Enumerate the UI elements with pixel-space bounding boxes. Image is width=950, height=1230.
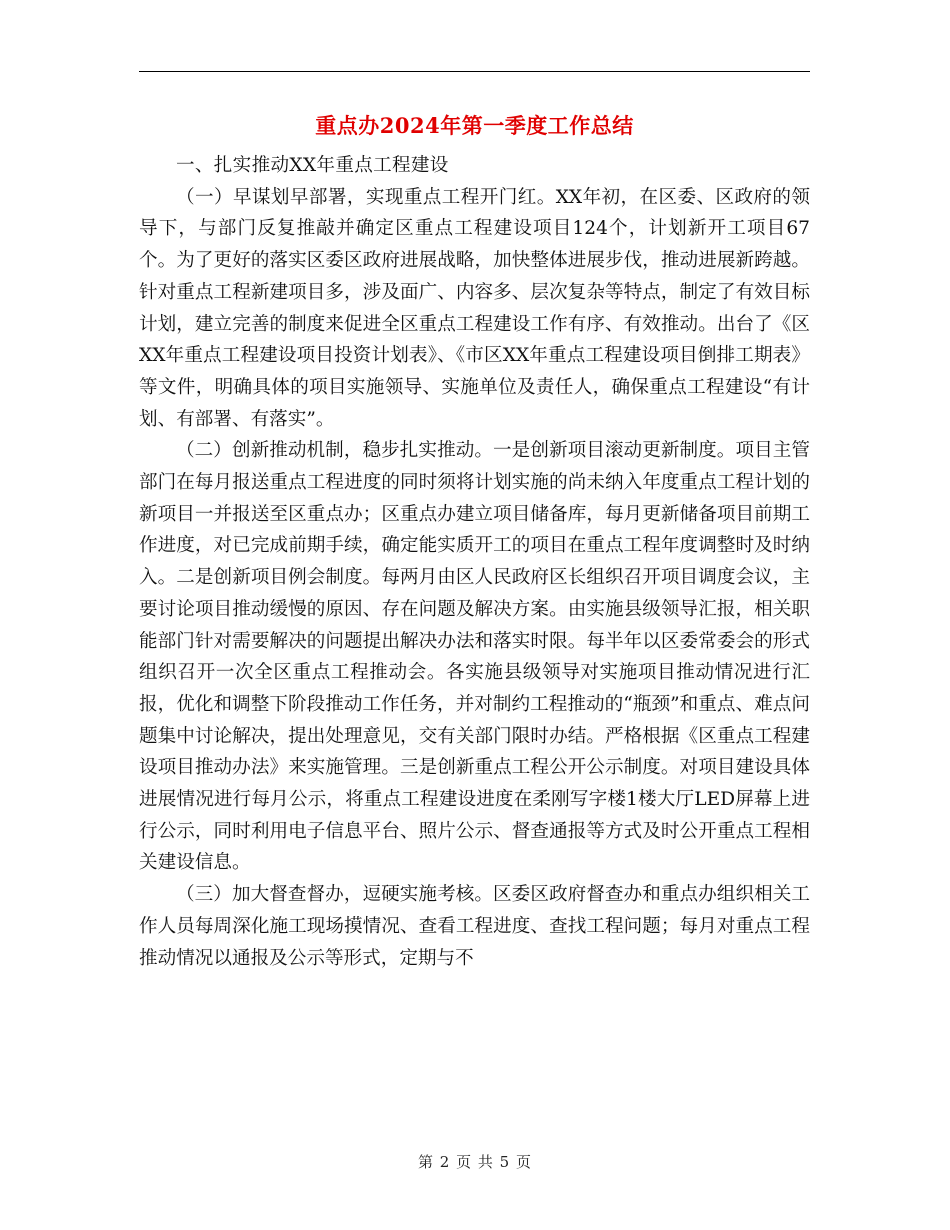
document-title: 重点办2024年第一季度工作总结 (315, 113, 634, 138)
section-heading: 一、扎实推动XX年重点工程建设 (176, 155, 449, 176)
header-rule (139, 71, 810, 72)
document-body (139, 150, 810, 974)
paragraph-3: （三）加大督查督办，逗硬实施考核。区委区政府督查办和重点办组织相关工作人员每周深化施工现场摸情况、查看工程进度、查找工程问题；每月对重点工程推动情况以通报及公示等形式，定期与不 (139, 884, 810, 969)
paragraph-1: （一）早谋划早部署，实现重点工程开门红。XX年初，在区委、区政府的领导下，与部门反复推敲并确定区重点工程建设项目124个，计划新开工项目67个。为了更好的落实区委区政府进展战略，加快整体进展步伐，推动进展新跨越。针对重点工程新建项目多，涉及面广、内容多、层次复杂等特点，制定了有效目标计划，建立完善的制度来促进全区重点工程建设工作有序、有效推动。出台了《区XX年重点工程建设项目投资计划表》、《市区XX年重点工程建设项目倒排工期表》等文件，明确具体的项目实施领导、实施单位及责任人，确保重点工程建设“有计划、有部署、有落实”。 (139, 186, 810, 430)
paragraph-2: （二）创新推动机制，稳步扎实推动。一是创新项目滚动更新制度。项目主管部门在每月报送重点工程进度的同时须将计划实施的尚未纳入年度重点工程计划的新项目一并报送至区重点办；区重点办建立项目储备库，每月更新储备项目前期工作进度，对已完成前期手续，确定能实质开工的项目在重点工程年度调整时及时纳入。二是创新项目例会制度。每两月由区人民政府区长组织召开项目调度会议，主要讨论项目推动缓慢的原因、存在问题及解决方案。由实施县级领导汇报，相关职能部门针对需要解决的问题提出解决办法和落实时限。每半年以区委常委会的形式组织召开一次全区重点工程推动会。各实施县级领导对实施项目推动情况进行汇报，优化和调整下阶段推动工作任务，并对制约工程推动的“瓶颈”和重点、难点问题集中讨论解决，提出处理意见，交有关部门限时办结。严格根据《区重点工程建设项目推动办法》来实施管理。三是创新重点工程公开公示制度。对项目建设具体进展情况进行每月公示，将重点工程建设进度在柔刚写字楼1楼大厅LED屏幕上进行公示，同时利用电子信息平台、照片公示、督查通报等方式及时公开重点工程相关建设信息。 (139, 440, 810, 874)
page-number-footer: 第 2 页 共 5 页 (418, 1153, 532, 1171)
